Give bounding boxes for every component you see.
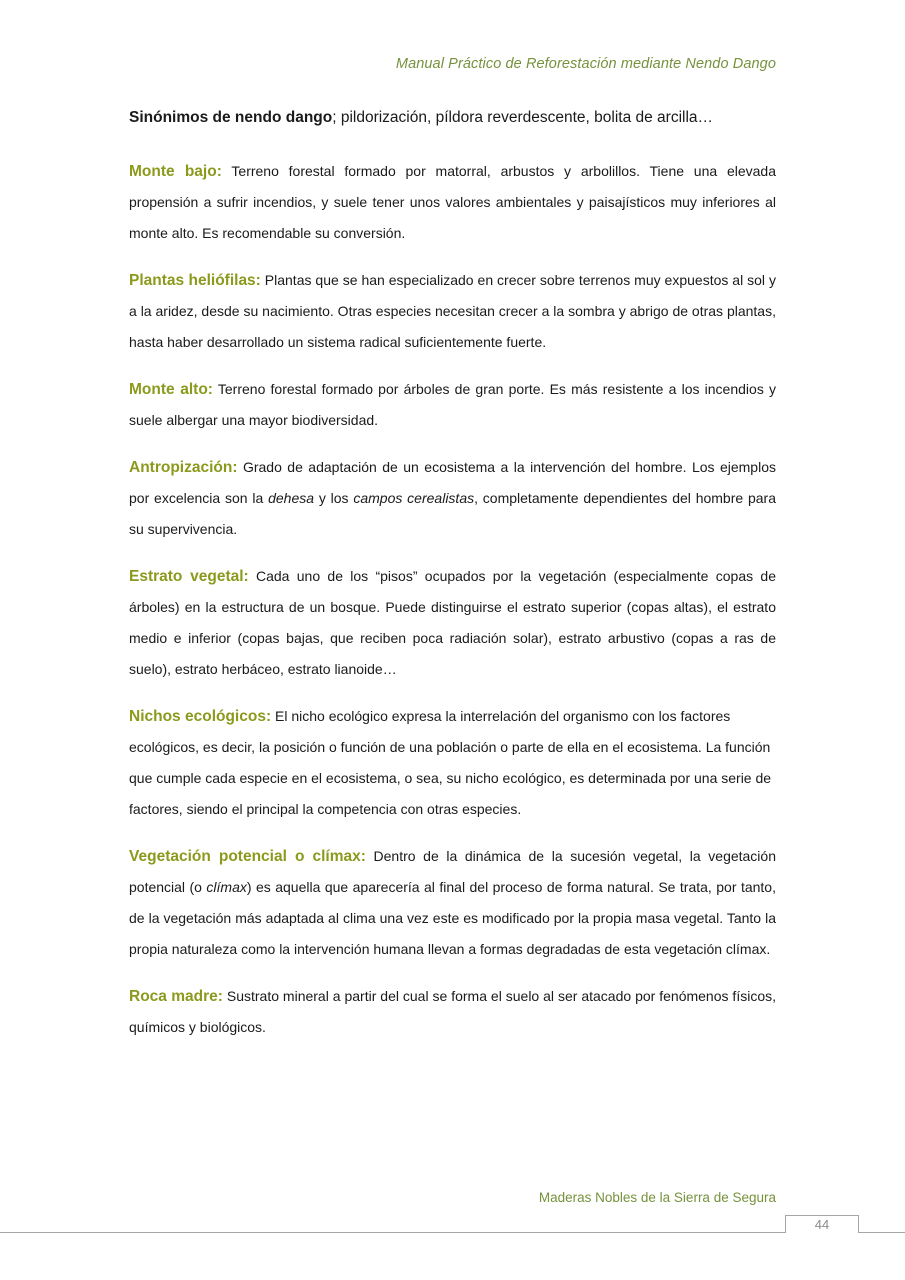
page-number: 44 xyxy=(785,1215,859,1233)
glossary-entry-monte-alto xyxy=(129,374,776,436)
glossary-term: Estrato vegetal: xyxy=(129,568,249,585)
glossary-definition: Plantas que se han especializado en crecer sobre terrenos muy expuestos al sol y a la aridez, desde su nacimiento. Otras especies necesitan crecer a la sombra y abrigo de otras plantas, hasta haber desarrollado un sistema radical suficientemente fuerte. xyxy=(129,272,776,350)
glossary-definition: El nicho ecológico expresa la interrelación del organismo con los factores ecológicos, es decir, la posición o función de una población o parte de ella en el ecosistema. La función que cumple cada especie en el ecosistema, o sea, su nicho ecológico, es determinada por una serie de factores, siendo el principal la competencia con otras especies. xyxy=(129,708,772,817)
glossary-definition: Terreno forestal formado por árboles de gran porte. Es más resistente a los incendios y suele albergar una mayor biodiversidad. xyxy=(129,381,776,428)
glossary-entry-nichos-ecologicos xyxy=(129,701,776,825)
glossary-term: Roca madre: xyxy=(129,988,223,1005)
glossary-definition-part: ) es aquella que aparecería al final del proceso de forma natural. Se trata, por tanto, de la vegetación más adaptada al clima una vez este es modificado por la propia masa vegetal. Tanto la propia naturaleza como la intervención humana llevan a formas degradadas de esta vegetación clímax. xyxy=(129,879,776,957)
glossary-content xyxy=(129,106,776,1059)
glossary-term: Nichos ecológicos: xyxy=(129,708,272,725)
synonyms-line xyxy=(129,106,776,130)
synonyms-text: ; pildorización, píldora reverdescente, bolita de arcilla… xyxy=(332,109,714,126)
glossary-definition: Terreno forestal formado por matorral, arbustos y arbolillos. Tiene una elevada propensión a sufrir incendios, y suele tener unos valores ambientales y paisajísticos muy inferiores al monte alto. Es recomendable su conversión. xyxy=(129,163,776,241)
running-header: Manual Práctico de Reforestación mediante Nendo Dango xyxy=(395,56,776,72)
glossary-emphasis: clímax xyxy=(206,879,247,895)
glossary-definition: Cada uno de los “pisos” ocupados por la vegetación (especialmente copas de árboles) en la estructura de un bosque. Puede distinguirse el estrato superior (copas altas), el estrato medio e inferior (copas bajas, que reciben poca radiación solar), estrato arbustivo (copas a ras de suelo), estrato herbáceo, estrato lianoide… xyxy=(129,568,776,677)
glossary-entry-estrato-vegetal xyxy=(129,561,776,685)
synonyms-label: Sinónimos de nendo dango xyxy=(129,109,333,126)
glossary-entry-plantas-heliofilas xyxy=(129,265,776,358)
glossary-term: Antropización: xyxy=(129,459,238,476)
footer-divider xyxy=(0,1232,905,1233)
glossary-entry-roca-madre xyxy=(129,981,776,1043)
glossary-term: Plantas heliófilas: xyxy=(129,272,261,289)
glossary-emphasis: dehesa xyxy=(268,490,315,506)
glossary-definition: Sustrato mineral a partir del cual se forma el suelo al ser atacado por fenómenos físicos, químicos y biológicos. xyxy=(129,988,776,1035)
glossary-emphasis: campos cerealistas xyxy=(353,490,475,506)
glossary-definition-part: , completamente dependientes del hombre para su supervivencia. xyxy=(129,490,776,537)
glossary-entry-monte-bajo xyxy=(129,156,776,249)
footer-publisher: Maderas Nobles de la Sierra de Segura xyxy=(538,1190,776,1205)
glossary-term: Monte bajo: xyxy=(129,163,222,180)
glossary-term: Vegetación potencial o clímax: xyxy=(129,848,366,865)
glossary-definition-part: Dentro de la dinámica de la sucesión vegetal, la vegetación potencial (o xyxy=(129,848,776,895)
glossary-entry-antropizacion xyxy=(129,452,776,545)
glossary-entry-vegetacion-potencial xyxy=(129,841,776,965)
glossary-definition-part: y los xyxy=(314,490,354,506)
glossary-term: Monte alto: xyxy=(129,381,213,398)
glossary-definition-part: Grado de adaptación de un ecosistema a la intervención del hombre. Los ejemplos por excelencia son la xyxy=(129,459,776,506)
